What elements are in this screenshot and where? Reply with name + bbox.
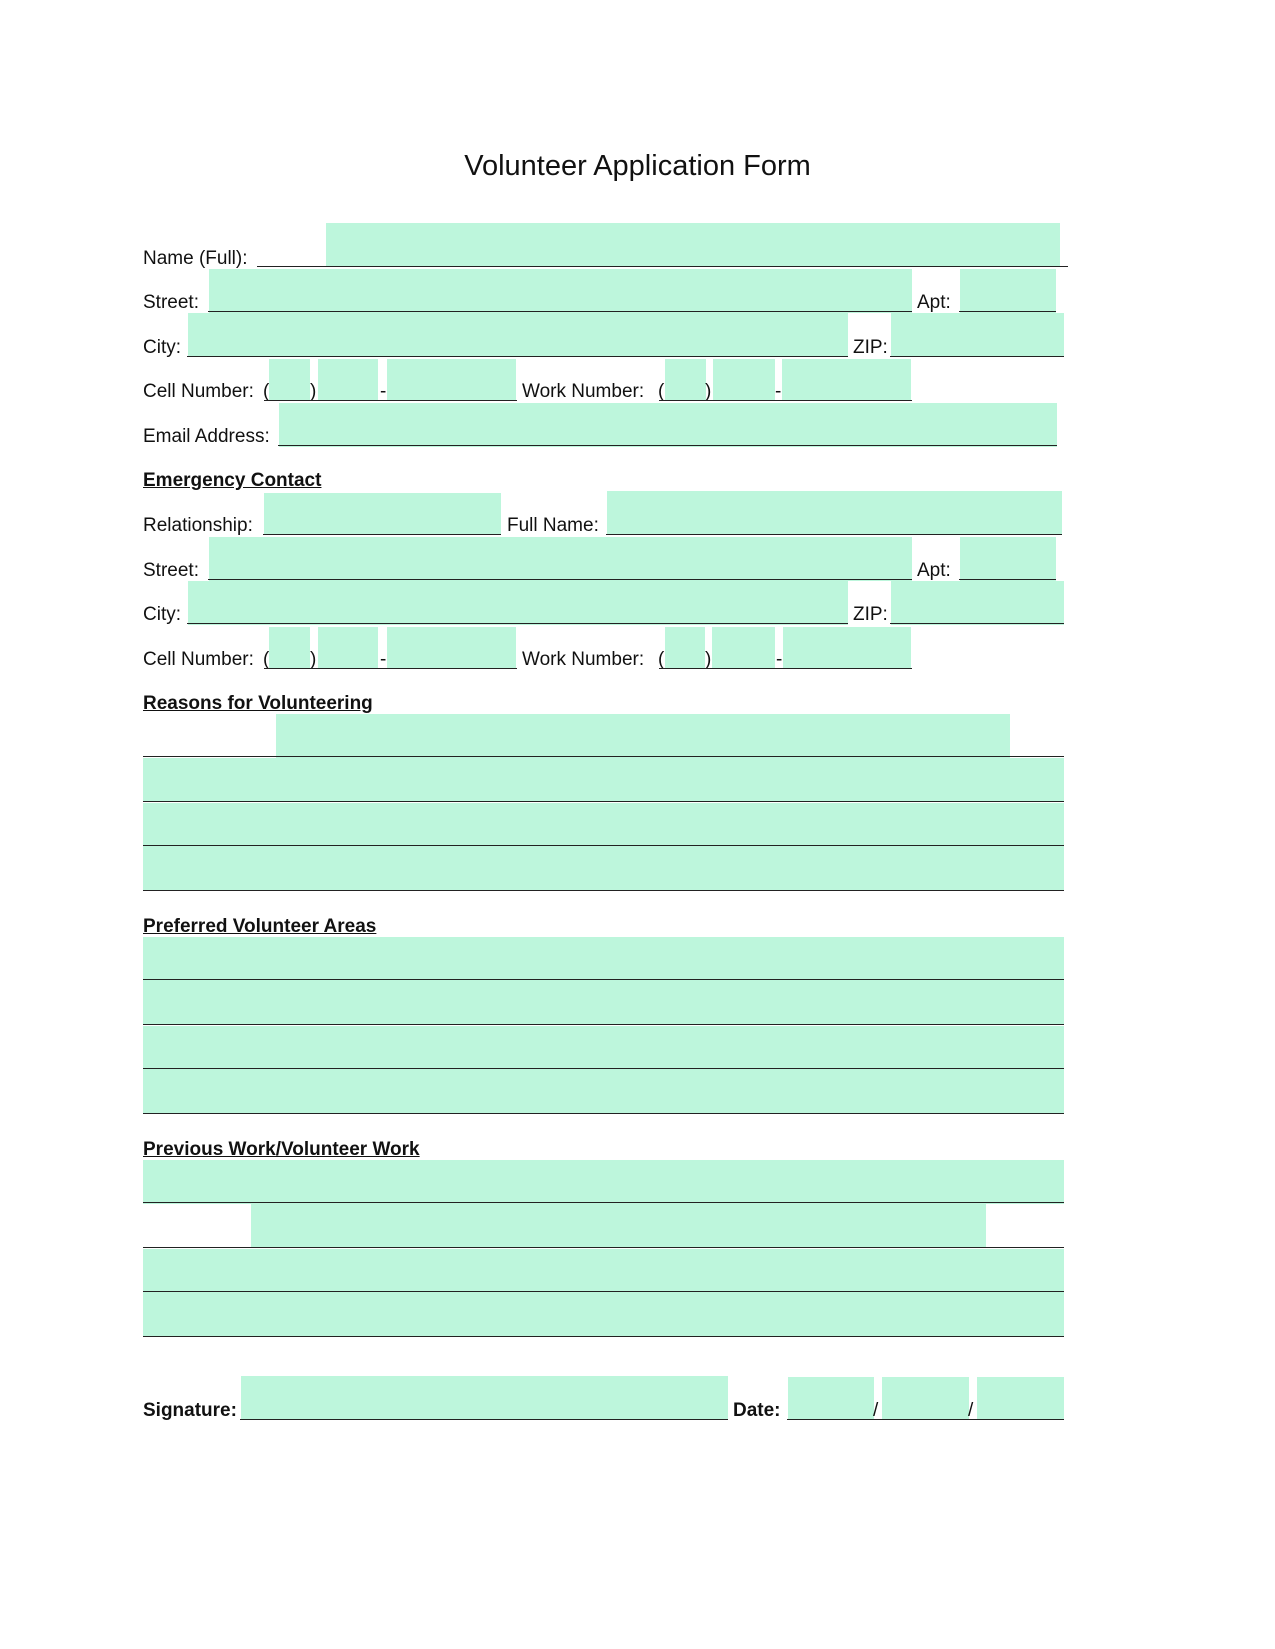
- emergency-contact-heading: Emergency Contact: [143, 470, 322, 491]
- work-label: Work Number:: [522, 381, 645, 402]
- date-underline: [787, 1419, 1064, 1420]
- reasons-underline-3: [143, 845, 1064, 846]
- previous-underline-3: [143, 1291, 1064, 1292]
- email-field[interactable]: [279, 403, 1057, 447]
- reasons-underline-1: [143, 756, 1064, 757]
- previous-underline-1: [143, 1202, 1064, 1203]
- areas-underline-3: [143, 1068, 1064, 1069]
- work-close-paren: ): [705, 381, 712, 402]
- date-year-field[interactable]: [977, 1377, 1064, 1420]
- reasons-line-4-field[interactable]: [143, 847, 1064, 891]
- ec-work-open-paren: (: [658, 649, 665, 670]
- cell-open-paren: (: [263, 381, 270, 402]
- ec-zip-field[interactable]: [891, 581, 1064, 625]
- signature-label: Signature:: [143, 1400, 237, 1421]
- city-field[interactable]: [188, 313, 848, 357]
- ec-work-dash: -: [776, 649, 783, 670]
- ec-work-underline: [659, 668, 912, 669]
- apt-label: Apt:: [917, 292, 951, 313]
- ec-work-prefix-field[interactable]: [712, 627, 775, 669]
- date-separator-2: /: [968, 1400, 974, 1421]
- previous-underline-2: [143, 1247, 1064, 1248]
- apt-field[interactable]: [960, 269, 1056, 313]
- previous-line-3-field[interactable]: [143, 1249, 1064, 1293]
- ec-cell-area-code-field[interactable]: [269, 627, 310, 669]
- date-day-field[interactable]: [882, 1377, 969, 1420]
- areas-underline-1: [143, 979, 1064, 980]
- name-field[interactable]: [326, 223, 1060, 267]
- cell-line-field[interactable]: [387, 359, 516, 401]
- ec-work-label: Work Number:: [522, 649, 645, 670]
- date-month-field[interactable]: [788, 1377, 874, 1420]
- ec-cell-open-paren: (: [263, 649, 270, 670]
- cell-dash: -: [380, 381, 387, 402]
- areas-underline-4: [143, 1113, 1064, 1114]
- city-label: City:: [143, 337, 181, 358]
- areas-heading: Preferred Volunteer Areas: [143, 916, 377, 937]
- ec-cell-line-field[interactable]: [387, 627, 516, 669]
- ec-city-field[interactable]: [188, 581, 848, 625]
- previous-work-heading: Previous Work/Volunteer Work: [143, 1139, 420, 1160]
- ec-cell-label: Cell Number:: [143, 649, 254, 670]
- ec-city-underline: [187, 623, 848, 624]
- ec-cell-dash: -: [380, 649, 387, 670]
- city-underline: [187, 356, 848, 357]
- ec-work-area-code-field[interactable]: [665, 627, 705, 669]
- areas-line-2-field[interactable]: [143, 981, 1064, 1025]
- email-label: Email Address:: [143, 426, 270, 447]
- cell-area-code-field[interactable]: [269, 359, 310, 401]
- ec-zip-label: ZIP:: [853, 604, 888, 625]
- cell-close-paren: ): [310, 381, 317, 402]
- areas-line-4-field[interactable]: [143, 1070, 1064, 1114]
- ec-fullname-field[interactable]: [607, 491, 1062, 535]
- ec-city-label: City:: [143, 604, 181, 625]
- previous-line-2-field[interactable]: [251, 1204, 986, 1248]
- name-underline: [257, 266, 1068, 267]
- reasons-underline-4: [143, 890, 1064, 891]
- zip-field[interactable]: [891, 313, 1064, 357]
- work-dash: -: [775, 381, 782, 402]
- signature-field[interactable]: [241, 1376, 728, 1420]
- zip-underline: [890, 356, 1064, 357]
- ec-street-field[interactable]: [209, 537, 912, 581]
- areas-line-3-field[interactable]: [143, 1026, 1064, 1070]
- reasons-heading: Reasons for Volunteering: [143, 693, 373, 714]
- ec-zip-underline: [890, 623, 1064, 624]
- page-title: Volunteer Application Form: [464, 150, 811, 182]
- relationship-label: Relationship:: [143, 515, 253, 536]
- reasons-line-3-field[interactable]: [143, 803, 1064, 847]
- work-area-code-field[interactable]: [665, 359, 706, 401]
- ec-street-label: Street:: [143, 560, 199, 581]
- street-label: Street:: [143, 292, 199, 313]
- ec-apt-label: Apt:: [917, 560, 951, 581]
- date-separator-1: /: [873, 1400, 879, 1421]
- work-underline: [659, 400, 912, 401]
- ec-apt-underline: [959, 579, 1056, 580]
- previous-line-1-field[interactable]: [143, 1160, 1064, 1204]
- reasons-line-2-field[interactable]: [143, 758, 1064, 802]
- reasons-line-1-field[interactable]: [276, 714, 1010, 758]
- cell-label: Cell Number:: [143, 381, 254, 402]
- ec-work-close-paren: ): [705, 649, 712, 670]
- ec-cell-underline: [264, 668, 517, 669]
- work-prefix-field[interactable]: [713, 359, 775, 401]
- street-field[interactable]: [209, 269, 912, 313]
- work-open-paren: (: [658, 381, 665, 402]
- ec-street-underline: [208, 579, 912, 580]
- work-line-field[interactable]: [782, 359, 911, 401]
- email-underline: [278, 445, 1057, 446]
- date-label: Date:: [733, 1400, 781, 1421]
- ec-fullname-label: Full Name:: [507, 515, 599, 536]
- ec-work-line-field[interactable]: [783, 627, 911, 669]
- ec-apt-field[interactable]: [960, 537, 1056, 581]
- areas-underline-2: [143, 1024, 1064, 1025]
- ec-cell-prefix-field[interactable]: [318, 627, 378, 669]
- relationship-field[interactable]: [264, 493, 501, 535]
- street-underline: [208, 311, 912, 312]
- previous-line-4-field[interactable]: [143, 1293, 1064, 1337]
- cell-underline: [264, 400, 517, 401]
- reasons-underline-2: [143, 801, 1064, 802]
- relationship-underline: [263, 534, 501, 535]
- signature-underline: [240, 1419, 728, 1420]
- areas-line-1-field[interactable]: [143, 937, 1064, 981]
- ec-cell-close-paren: ): [310, 649, 317, 670]
- apt-underline: [959, 311, 1056, 312]
- name-label: Name (Full):: [143, 248, 248, 269]
- ec-fullname-underline: [606, 534, 1062, 535]
- cell-prefix-field[interactable]: [318, 359, 378, 401]
- previous-underline-4: [143, 1336, 1064, 1337]
- zip-label: ZIP:: [853, 337, 888, 358]
